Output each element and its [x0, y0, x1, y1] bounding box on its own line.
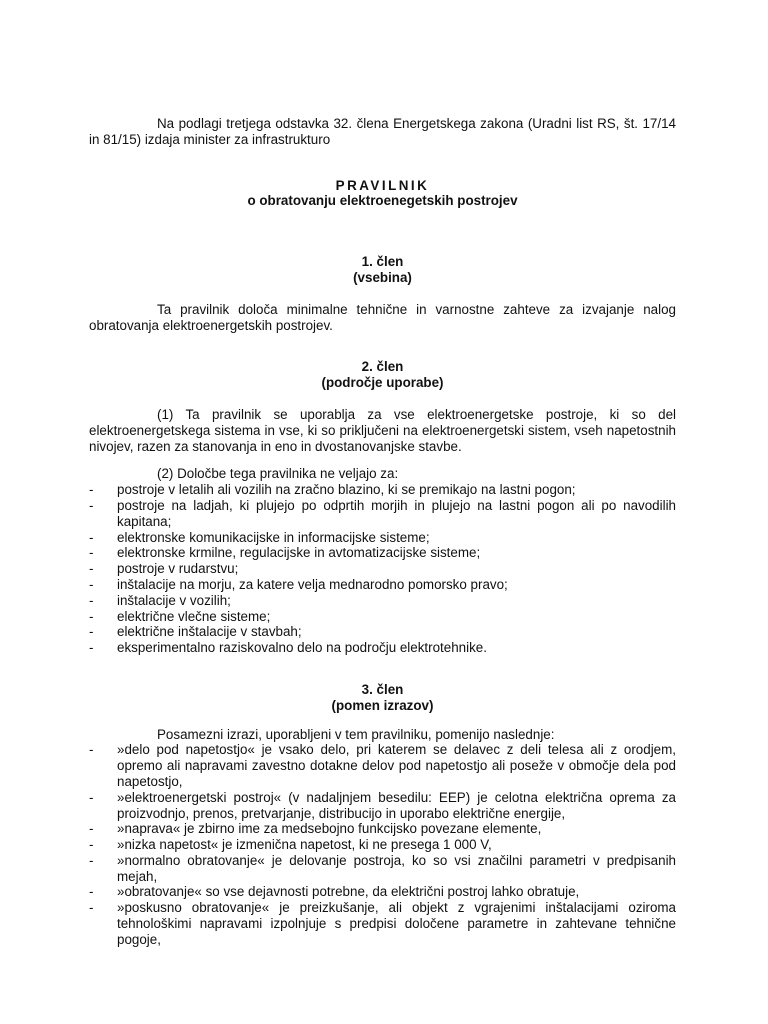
list-marker: -	[89, 592, 94, 608]
list-marker: -	[89, 482, 94, 498]
definitions-list	[89, 742, 676, 947]
document-title: PRAVILNIK	[335, 177, 430, 193]
list-item-text: električne inštalacije v stavbah;	[117, 624, 302, 640]
list-item-text: »normalno obratovanje« je delovanje postroja, ko so vsi značilni parametri v predpisanih mejah,	[117, 852, 676, 884]
list-item-text: eksperimentalno raziskovalno delo na področju elektrotehnike.	[117, 640, 487, 656]
article-2	[89, 359, 676, 656]
list-item-text: »obratovanje« so vse dejavnosti potrebne, da električni postroj lahko obratuje,	[117, 884, 580, 900]
list-item-text: postroje v letalih ali vozilih na zračno blazino, ki se premikajo na lastni pogon;	[117, 482, 576, 498]
article-heading: (področje uporabe)	[321, 375, 444, 391]
list-item	[89, 821, 676, 837]
list-item-text: »poskusno obratovanje« je preizkušanje, ali objekt z vgrajenimi inštalacijami oziroma tehnološkimi napravami izpolnjuje s predpisi določene parametre in zahtevane tehnične pogoje,	[117, 900, 676, 947]
list-item	[89, 609, 676, 625]
list-item-text: električne vlečne sisteme;	[117, 608, 271, 624]
list-item	[89, 577, 676, 593]
list-item	[89, 900, 676, 947]
list-marker: -	[89, 640, 94, 656]
article-1	[89, 254, 676, 333]
list-item-text: postroje v rudarstvu;	[117, 561, 239, 577]
list-marker: -	[89, 742, 94, 758]
list-marker: -	[89, 561, 94, 577]
list-item-text: inštalacije v vozilih;	[117, 592, 231, 608]
list-item-text: »delo pod napetostjo« je vsako delo, pri katerem se delavec z deli telesa ali z orodjem, opremo ali napravami zavestno dotakne delov pod napetostjo ali poseže v območje dela pod napetostjo,	[117, 742, 676, 789]
list-item	[89, 624, 676, 640]
list-marker: -	[89, 821, 94, 837]
exclusion-list	[89, 482, 676, 656]
list-marker: -	[89, 608, 94, 624]
list-item	[89, 853, 676, 885]
list-marker: -	[89, 884, 94, 900]
article-3	[89, 682, 676, 948]
article-number: 1. člen	[361, 254, 404, 270]
list-marker: -	[89, 852, 94, 868]
list-marker: -	[89, 789, 94, 805]
list-item	[89, 593, 676, 609]
list-item-text: postroje na ladjah, ki plujejo po odprtih morjih in plujejo na lastni pogon ali po navodilih kapitana;	[117, 497, 676, 529]
list-item	[89, 530, 676, 546]
list-item-text: »naprava« je zbirno ime za medsebojno funkcijsko povezane elemente,	[117, 821, 542, 837]
list-item-text: inštalacije na morju, za katere velja mednarodno pomorsko pravo;	[117, 576, 508, 592]
list-item	[89, 640, 676, 656]
article-paragraph: (1) Ta pravilnik se uporablja za vse elektroenergetske postroje, ki so del elektroenergetskega sistema in vse, ki so priključeni na elektroenergetski sistem, vseh napetostnih nivojev, razen za stanovanja in eno in dvostanovanjske stavbe.	[89, 406, 676, 454]
list-item-text: elektronske komunikacijske in informacijske sisteme;	[117, 529, 430, 545]
list-marker: -	[89, 624, 94, 640]
list-item-text: »elektroenergetski postroj« (v nadaljnjem besedilu: EEP) je celotna električna oprema za proizvodnjo, prenos, pretvarjanje, distribucijo in uporabo električne energije,	[117, 789, 676, 821]
preamble: Na podlagi tretjega odstavka 32. člena Energetskega zakona (Uradni list RS, št. 17/14 in 81/15) izdaja minister za infrastrukturo	[89, 116, 676, 147]
list-item	[89, 561, 676, 577]
list-item	[89, 884, 676, 900]
article-paragraph: Posamezni izrazi, uporabljeni v tem pravilniku, pomenijo naslednje:	[157, 726, 555, 742]
list-item	[89, 790, 676, 822]
list-item	[89, 742, 676, 789]
list-marker: -	[89, 497, 94, 513]
article-heading: (vsebina)	[353, 269, 412, 285]
list-item	[89, 482, 676, 498]
list-marker: -	[89, 576, 94, 592]
article-paragraph: Ta pravilnik določa minimalne tehnične in varnostne zahteve za izvajanje nalog obratovanja elektroenergetskih postrojev.	[89, 301, 676, 333]
article-number: 3. člen	[361, 681, 404, 697]
document-page	[89, 116, 676, 948]
list-item-text: »nizka napetost« je izmenična napetost, ki ne presega 1 000 V,	[117, 837, 492, 853]
list-marker: -	[89, 545, 94, 561]
list-marker: -	[89, 900, 94, 916]
list-item	[89, 498, 676, 530]
article-number: 2. člen	[361, 359, 404, 375]
list-marker: -	[89, 837, 94, 853]
list-item-text: elektronske krmilne, regulacijske in avtomatizacijske sisteme;	[117, 545, 481, 561]
list-item	[89, 837, 676, 853]
list-item	[89, 545, 676, 561]
article-heading: (pomen izrazov)	[331, 697, 434, 713]
document-subtitle: o obratovanju elektroenegetskih postrojev	[247, 193, 518, 209]
article-paragraph: (2) Določbe tega pravilnika ne veljajo za:	[157, 466, 399, 482]
list-marker: -	[89, 529, 94, 545]
